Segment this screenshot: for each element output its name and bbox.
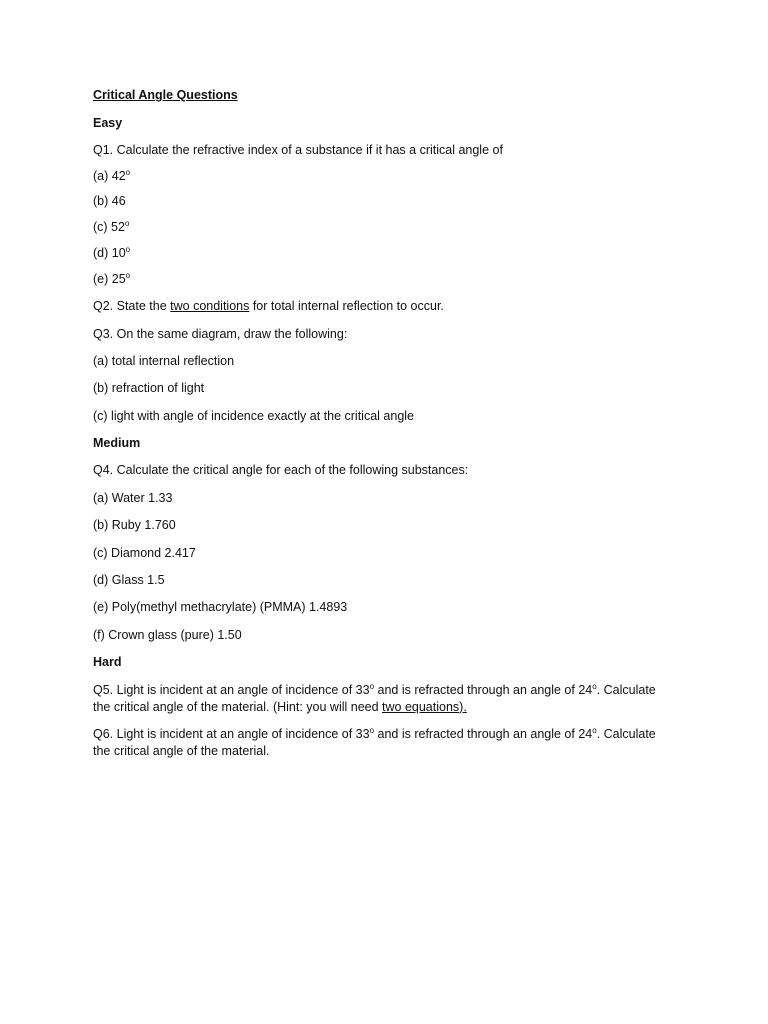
q1-option-c: (c) 52$^o$: [93, 219, 130, 234]
emphasis-underlined: two equations: [382, 700, 460, 714]
degree-symbol: o: [124, 219, 130, 228]
section-heading-hard: Hard: [93, 655, 122, 669]
q4-item-a: (a) Water 1.33: [93, 491, 173, 505]
degree-symbol: o: [125, 245, 131, 254]
degree-symbol: o: [592, 682, 597, 691]
q1-option-a: (a) 42$^o$: [93, 168, 131, 183]
question-q2: Q2. State the two conditions for total internal reflection to occur.: [93, 299, 444, 313]
degree-symbol: o: [125, 168, 131, 177]
q1-option-e: (e) 25$^o$: [93, 271, 131, 286]
q4-item-c: (c) Diamond 2.417: [93, 546, 196, 560]
document-title: Critical Angle Questions: [93, 88, 238, 102]
q3-item-a: (a) total internal reflection: [93, 354, 235, 368]
question-q4: Q4. Calculate the critical angle for each of the following substances:: [93, 463, 469, 477]
q4-item-e: (e) Poly(methyl methacrylate) (PMMA) 1.4893: [93, 600, 348, 614]
section-heading-easy: Easy: [93, 116, 123, 130]
q1-option-b: (b) 46: [93, 194, 126, 208]
question-q3: Q3. On the same diagram, draw the following:: [93, 327, 348, 341]
question-q6-line-2: the critical angle of the material.: [93, 744, 270, 758]
question-q1: Q1. Calculate the refractive index of a substance if it has a critical angle of: [93, 143, 503, 157]
degree-symbol: o: [369, 682, 375, 691]
q4-item-b: (b) Ruby 1.760: [93, 518, 176, 532]
degree-symbol: o: [125, 271, 131, 280]
emphasis-underlined: two conditions: [170, 299, 250, 313]
q3-item-b: (b) refraction of light: [93, 381, 205, 395]
degree-symbol: o: [592, 726, 597, 735]
q4-item-f: (f) Crown glass (pure) 1.50: [93, 628, 242, 642]
q3-item-c: (c) light with angle of incidence exactly at the critical angle: [93, 409, 414, 423]
question-q5-line-1: Q5. Light is incident at an angle of incidence of 33$^o$ and is refracted through an angle of 24$^o$. Calculate: [93, 682, 656, 697]
q4-item-d: (d) Glass 1.5: [93, 573, 165, 587]
degree-symbol: o: [369, 726, 375, 735]
q1-option-d: (d) 10$^o$: [93, 245, 131, 260]
question-q6-line-1: Q6. Light is incident at an angle of incidence of 33$^o$ and is refracted through an angle of 24$^o$. Calculate: [93, 726, 656, 741]
question-q5-line-2: the critical angle of the material. (Hint: you will need two equations).: [93, 700, 467, 714]
section-heading-medium: Medium: [93, 436, 141, 450]
